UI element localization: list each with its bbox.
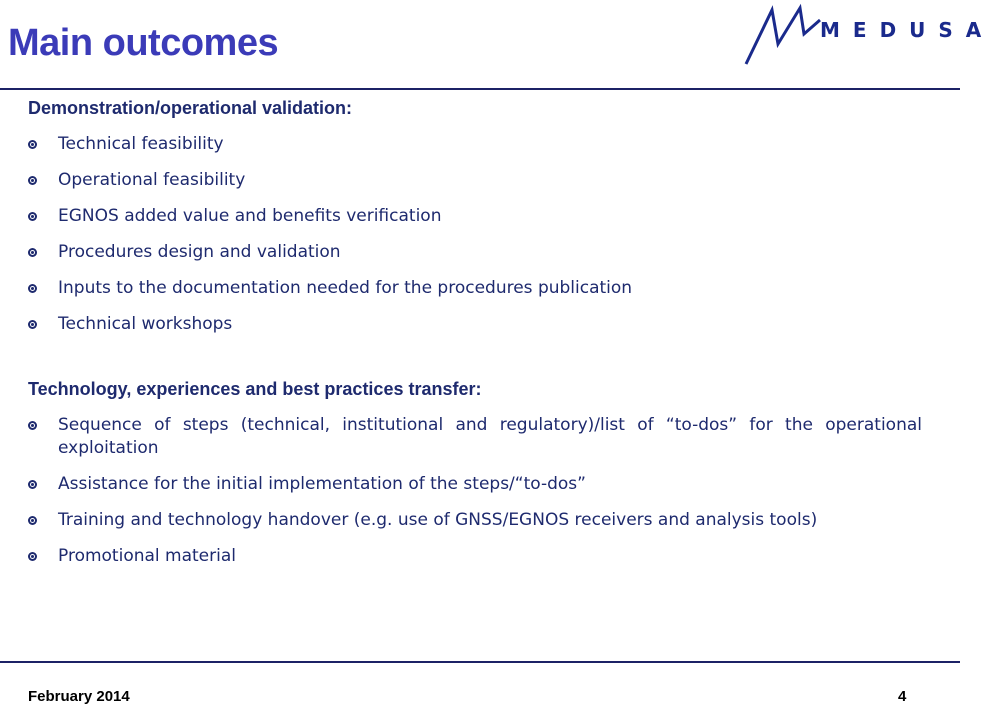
bullet-icon: [28, 320, 37, 329]
list-item: [28, 414, 922, 460]
bullet-icon: [28, 421, 37, 430]
medusa-logo: [742, 4, 994, 68]
list-item: [28, 473, 922, 496]
list-item-text: Sequence of steps (technical, institutional and regulatory)/list of “to-dos” for the operational exploitation: [58, 415, 922, 458]
list-item: [28, 133, 922, 156]
bullet-icon: [28, 212, 37, 221]
page-number: 4: [898, 688, 907, 705]
list-item-text: Assistance for the initial implementation of the steps/“to-dos”: [58, 474, 586, 494]
bullet-icon: [28, 516, 37, 525]
list-item: [28, 241, 922, 264]
list-item-text: Training and technology handover (e.g. use of GNSS/EGNOS receivers and analysis tools): [58, 510, 818, 530]
section-spacer: [28, 336, 922, 377]
list-item: [28, 169, 922, 192]
medusa-zigzag-logo-icon: [742, 4, 822, 68]
list-item: [28, 509, 922, 532]
list-item-text: Promotional material: [58, 546, 236, 566]
bullet-icon: [28, 284, 37, 293]
list-item: [28, 545, 922, 568]
list-item-text: Procedures design and validation: [58, 242, 341, 262]
section-heading-validation: Demonstration/operational validation:: [28, 98, 353, 118]
bullet-icon: [28, 176, 37, 185]
bullet-icon: [28, 480, 37, 489]
transfer-list: [28, 414, 922, 568]
list-item: [28, 313, 922, 336]
header-divider: [0, 88, 960, 90]
list-item-text: Technical workshops: [58, 314, 233, 334]
footer-divider: [0, 661, 960, 663]
list-item: [28, 277, 922, 300]
slide-title: Main outcomes: [8, 22, 279, 64]
section-heading-transfer: Technology, experiences and best practices transfer:: [28, 379, 482, 399]
list-item-text: EGNOS added value and benefits verification: [58, 206, 442, 226]
list-item-text: Technical feasibility: [58, 134, 224, 154]
bullet-icon: [28, 140, 37, 149]
logo-wordmark: MEDUSA: [820, 18, 994, 42]
list-item-text: Operational feasibility: [58, 170, 246, 190]
bullet-icon: [28, 248, 37, 257]
validation-list: [28, 133, 922, 336]
slide-body: [28, 96, 922, 568]
list-item-text: Inputs to the documentation needed for the procedures publication: [58, 278, 633, 298]
footer-date: February 2014: [28, 688, 130, 705]
list-item: [28, 205, 922, 228]
bullet-icon: [28, 552, 37, 561]
